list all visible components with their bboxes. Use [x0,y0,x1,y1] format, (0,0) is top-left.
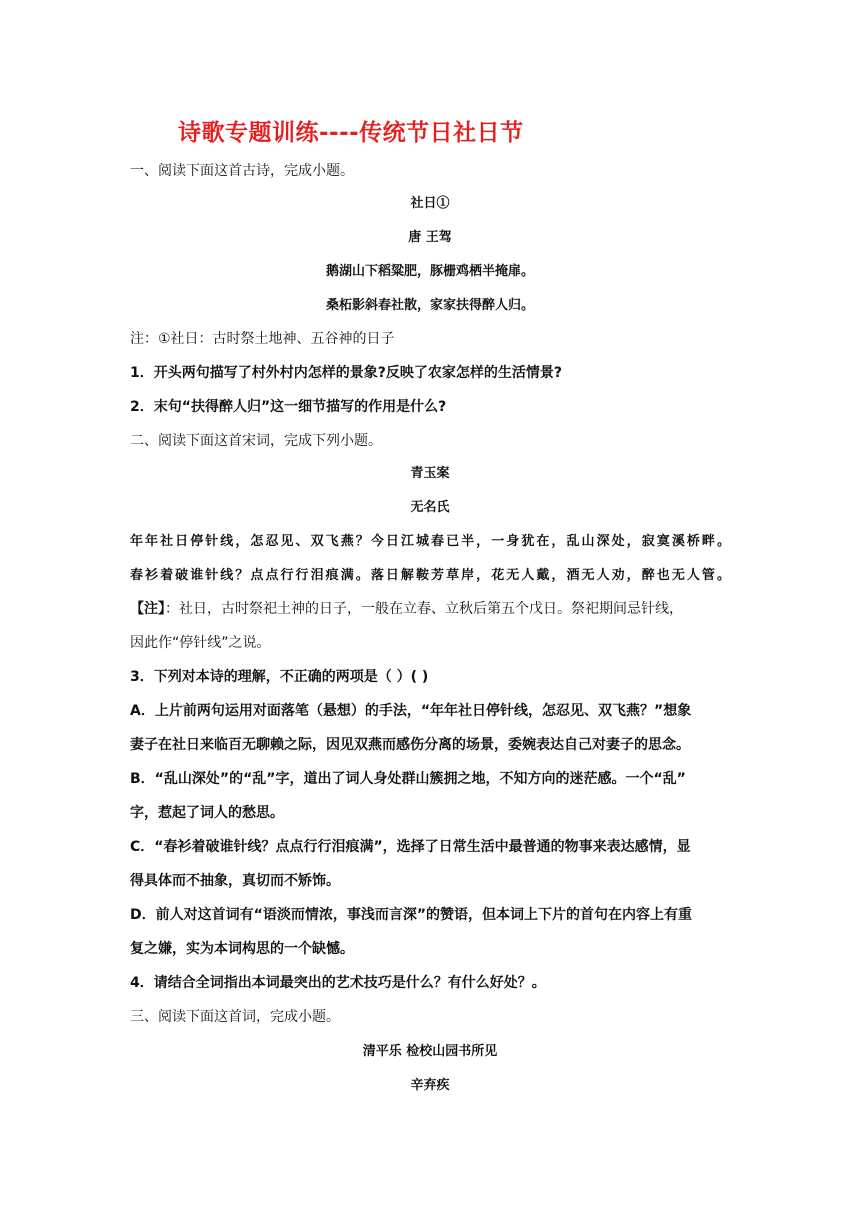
option-c: C．“春衫着破谁针线？点点行行泪痕满”，选择了日常生活中最普通的物事来表达感情，显 [130,839,691,855]
note-text: ：社日，古时祭祀土神的日子，一般在立春、立秋后第五个戊日。祭祀期间忌针线， [165,601,683,617]
option-b: B．“乱山深处”的“乱”字，道出了词人身处群山簇拥之地，不知方向的迷茫感。一个“乱” [130,771,686,787]
option-d: D．前人对这首词有“语淡而情浓，事浅而言深”的赞语，但本词上下片的首句在内容上有重 [130,907,693,923]
poem1-note: 注：①社日：古时祭土地神、五谷神的日子 [130,331,395,347]
poem2-line: 年年社日停针线，怎忍见、双飞燕？今日江城春已半，一身犹在，乱山深处，寂寞溪桥畔。 [130,534,730,549]
poem2-note-line: 因此作“停针线”之说。 [130,635,271,651]
poem2-note-line [130,598,683,618]
section1-heading: 一、阅读下面这首古诗，完成小题。 [130,163,354,179]
note-label: 【注】 [130,601,165,617]
option-b-cont: 字，惹起了词人的愁思。 [130,805,284,821]
option-a: A．上片前两句运用对面落笔（悬想）的手法，“年年社日停针线，怎忍见、双飞燕？”想象 [130,703,692,719]
poem2-line: 春衫着破谁针线？点点行行泪痕满。落日解鞍芳草岸，花无人戴，酒无人劝，醉也无人管。 [130,568,730,583]
question-2: 2．末句“扶得醉人归”这一细节描写的作用是什么? [130,399,447,415]
question-4: 4．请结合全词指出本词最突出的艺术技巧是什么？有什么好处？。 [130,975,546,991]
poem3-title: 清平乐 检校山园书所见 [362,1044,498,1059]
section3-heading: 三、阅读下面这首词，完成小题。 [130,1009,340,1025]
poem2-author: 无名氏 [410,500,450,515]
option-a-cont: 妻子在社日来临百无聊赖之际，因见双燕而感伤分离的场景，委婉表达自己对妻子的思念。 [130,737,690,753]
section2-heading: 二、阅读下面这首宋词，完成下列小题。 [130,433,382,449]
option-c-cont: 得具体而不抽象，真切而不矫饰。 [130,873,340,889]
poem2-title: 青玉案 [410,466,450,481]
question-3: 3．下列对本诗的理解，不正确的两项是（ ）( ) [130,669,429,685]
poem1-line: 鹅湖山下稻粱肥，豚栅鸡栖半掩扉。 [325,264,534,279]
poem1-line: 桑柘影斜春社散，家家扶得醉人归。 [325,298,534,313]
option-d-cont: 复之嫌，实为本词构思的一个缺憾。 [130,941,354,957]
poem1-title: 社日① [410,196,450,211]
page-title: 诗歌专题训练----传统节日社日节 [178,120,524,146]
poem1-author: 唐 王驾 [408,230,452,245]
poem3-author: 辛弃疾 [410,1078,450,1093]
question-1: 1．开头两句描写了村外村内怎样的景象?反映了农家怎样的生活情景? [130,365,562,381]
